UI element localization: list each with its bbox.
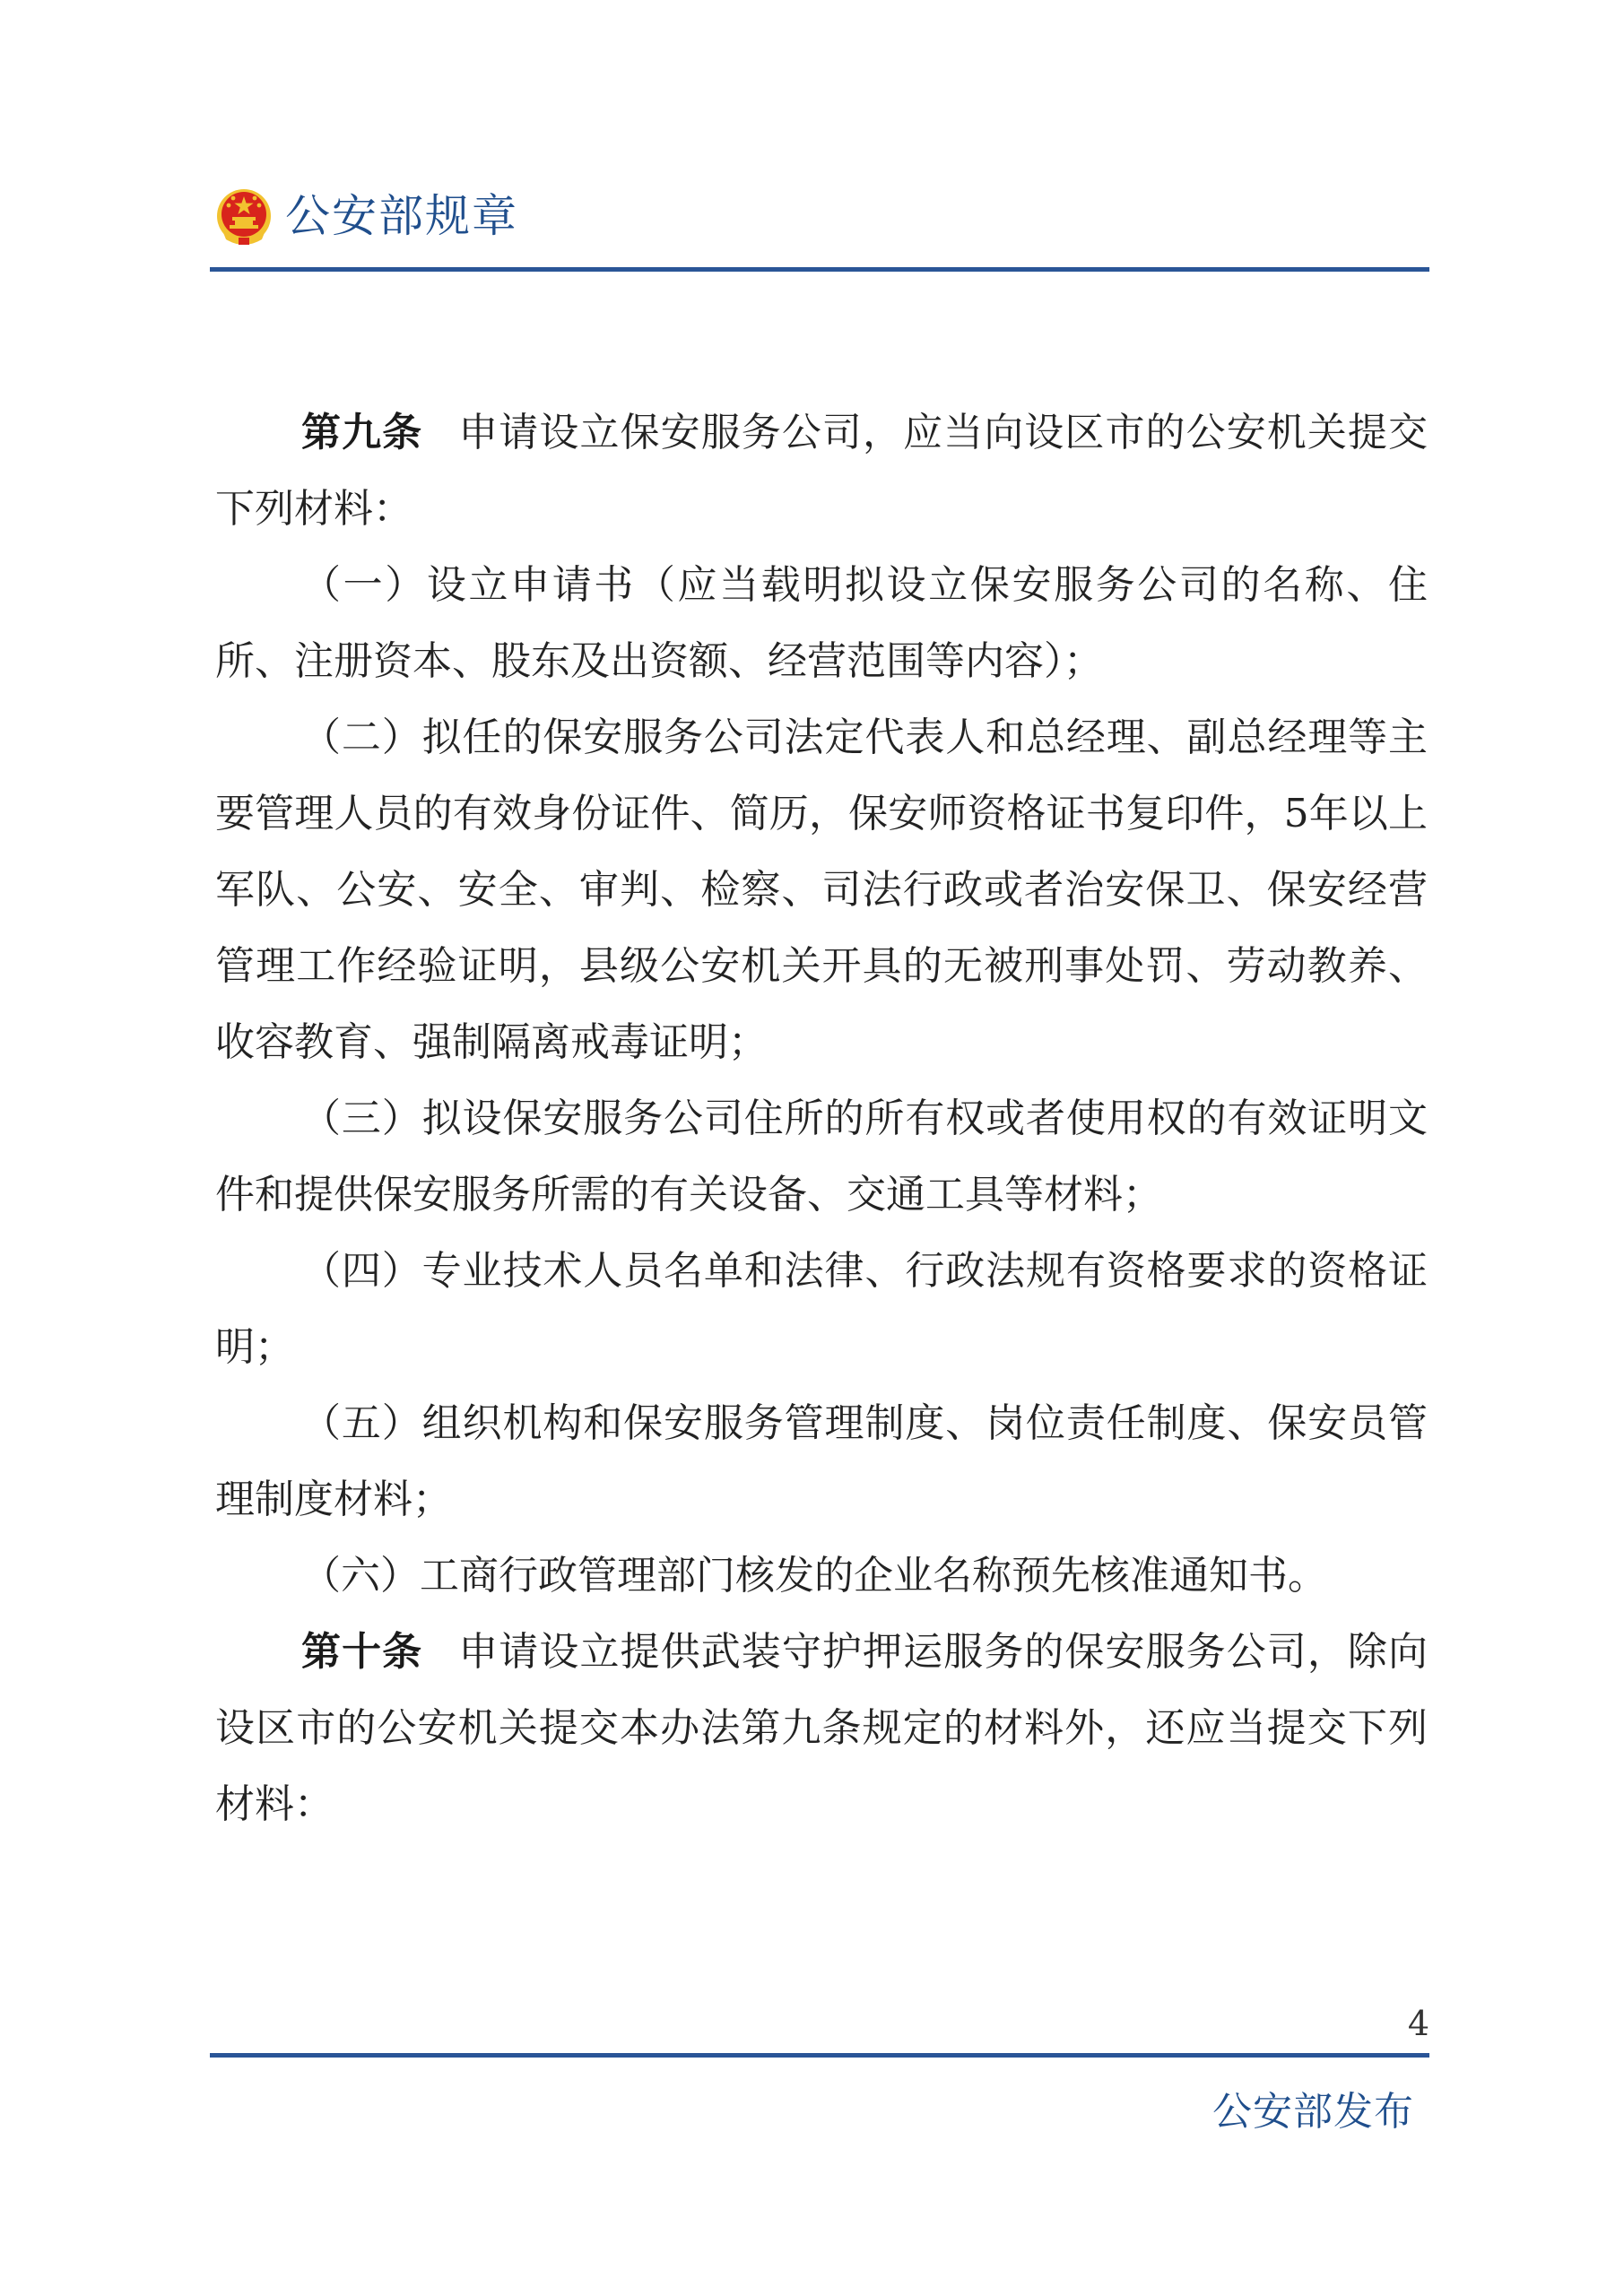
- document-body: [215, 394, 1428, 1842]
- item-5-paragraph: （五）组织机构和保安服务管理制度、岗位责任制度、保安员管理制度材料；: [215, 1400, 1428, 1522]
- national-emblem-icon: [215, 186, 273, 247]
- article-10-text: 申请设立提供武装守护押运服务的保安服务公司，除向设区市的公安机关提交本办法第九条规定的材料外，还应当提交下列材料：: [215, 1629, 1429, 1827]
- article-9-heading: 第九条: [301, 410, 423, 455]
- item-6-paragraph: （六）工商行政管理部门核发的企业名称预先核准通知书。: [301, 1553, 1327, 1599]
- header-divider: [210, 267, 1429, 272]
- article-9-paragraph: [215, 394, 1428, 547]
- article-9-text: 申请设立保安服务公司，应当向设区市的公安机关提交下列材料：: [215, 410, 1429, 532]
- article-10-heading: 第十条: [301, 1629, 423, 1675]
- item-4-paragraph: （四）专业技术人员名单和法律、行政法规有资格要求的资格证明；: [215, 1248, 1428, 1370]
- article-10-paragraph: [215, 1614, 1428, 1842]
- item-1-paragraph: （一）设立申请书（应当载明拟设立保安服务公司的名称、住所、注册资本、股东及出资额、经营范围等内容）；: [215, 562, 1428, 684]
- header-title: 公安部规章: [285, 190, 518, 242]
- footer-divider: [210, 2053, 1429, 2058]
- item-2-paragraph: （二）拟任的保安服务公司法定代表人和总经理、副总经理等主要管理人员的有效身份证件、简历，保安师资格证书复印件，5年以上军队、公安、安全、审判、检察、司法行政或者治安保卫、保安经营管理工作经验证明，县级公安机关开具的无被刑事处罚、劳动教养、收容教育、强制隔离戒毒证明；: [215, 715, 1428, 1065]
- page-header: [215, 176, 518, 256]
- page-number: 4: [1407, 2004, 1429, 2043]
- footer-publisher: 公安部发布: [1212, 2089, 1414, 2135]
- item-3-paragraph: （三）拟设保安服务公司住所的所有权或者使用权的有效证明文件和提供保安服务所需的有关设备、交通工具等材料；: [215, 1096, 1428, 1217]
